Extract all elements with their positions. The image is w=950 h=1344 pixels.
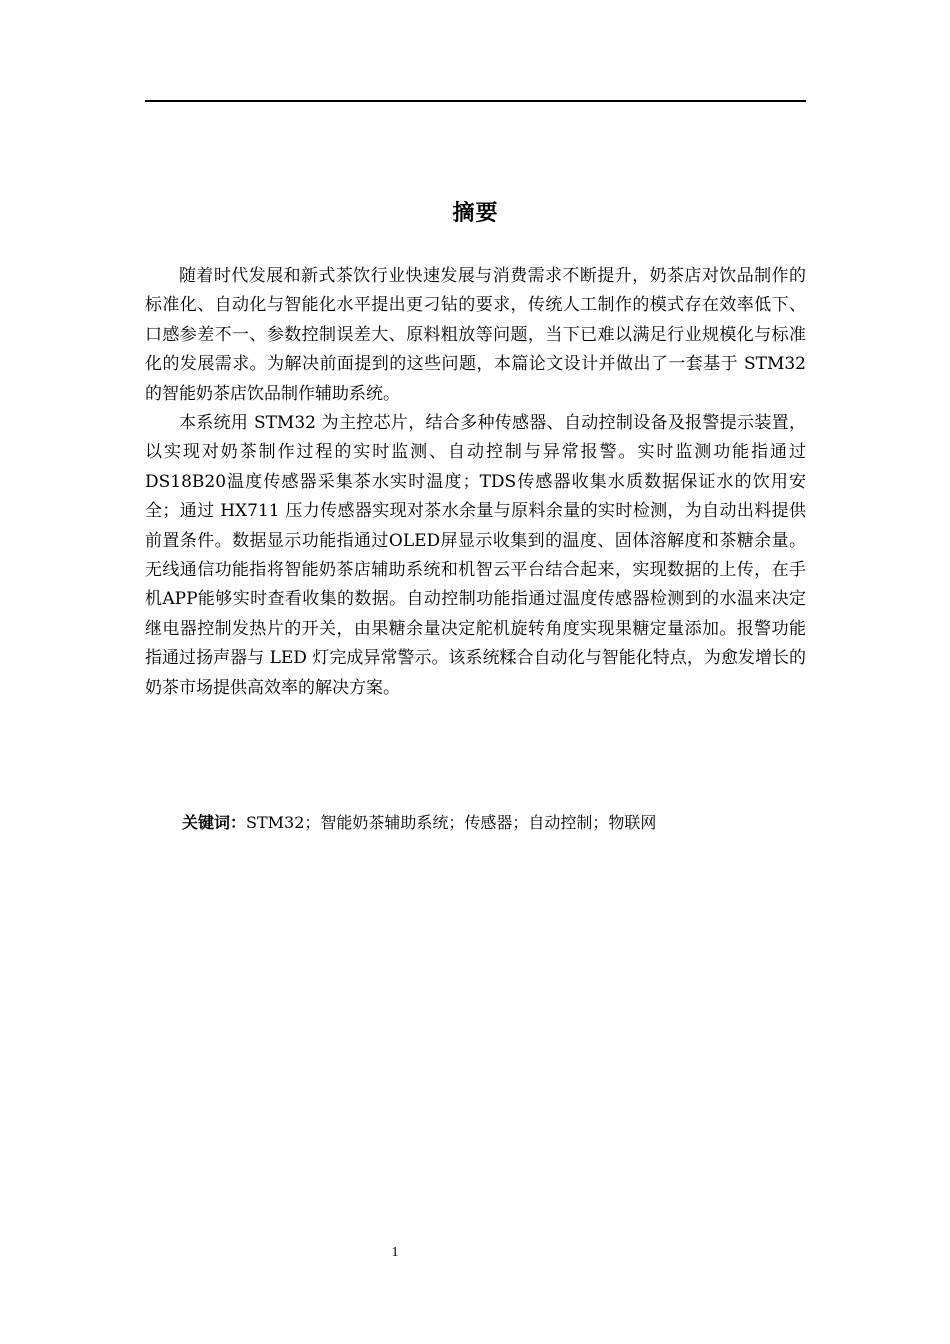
abstract-paragraph-1: 随着时代发展和新式茶饮行业快速发展与消费需求不断提升，奶茶店对饮品制作的标准化、自动化与智能化水平提出更刁钻的要求，传统人工制作的模式存在效率低下、口感参差不一、参数控制误差大、原料粗放等问题，当下已难以满足行业规模化与标准化的发展需求。为解决前面提到的这些问题，本篇论文设计并做出了一套基于 STM32 的智能奶茶店饮品制作辅助系统。	[145, 266, 806, 404]
header-rule	[145, 100, 806, 102]
keywords-label: 关键词：	[182, 813, 247, 832]
keywords-line	[182, 808, 656, 838]
abstract-paragraph-2: 本系统用 STM32 为主控芯片，结合多种传感器、自动控制设备及报警提示装置，以实现对奶茶制作过程的实时监测、自动控制与异常报警。实时监测功能指通过DS18B20温度传感器采集茶水实时温度；TDS传感器收集水质数据保证水的饮用安全；通过 HX711 压力传感器实现对茶水余量与原料余量的实时检测，为自动出料提供前置条件。数据显示功能指通过OLED屏显示收集到的温度、固体溶解度和茶糖余量。无线通信功能指将智能奶茶店辅助系统和机智云平台结合起来，实现数据的上传，在手机APP能够实时查看收集的数据。自动控制功能指通过温度传感器检测到的水温来决定继电器控制发热片的开关，由果糖余量决定舵机旋转角度实现果糖定量添加。报警功能指通过扬声器与 LED 灯完成异常警示。该系统糅合自动化与智能化特点，为愈发增长的奶茶市场提供高效率的解决方案。	[145, 413, 806, 698]
abstract-body	[145, 262, 806, 703]
page-title: 摘要	[452, 201, 499, 226]
keywords-text: STM32；智能奶茶辅助系统；传感器；自动控制；物联网	[246, 813, 657, 832]
page-number: 1	[391, 1245, 399, 1260]
